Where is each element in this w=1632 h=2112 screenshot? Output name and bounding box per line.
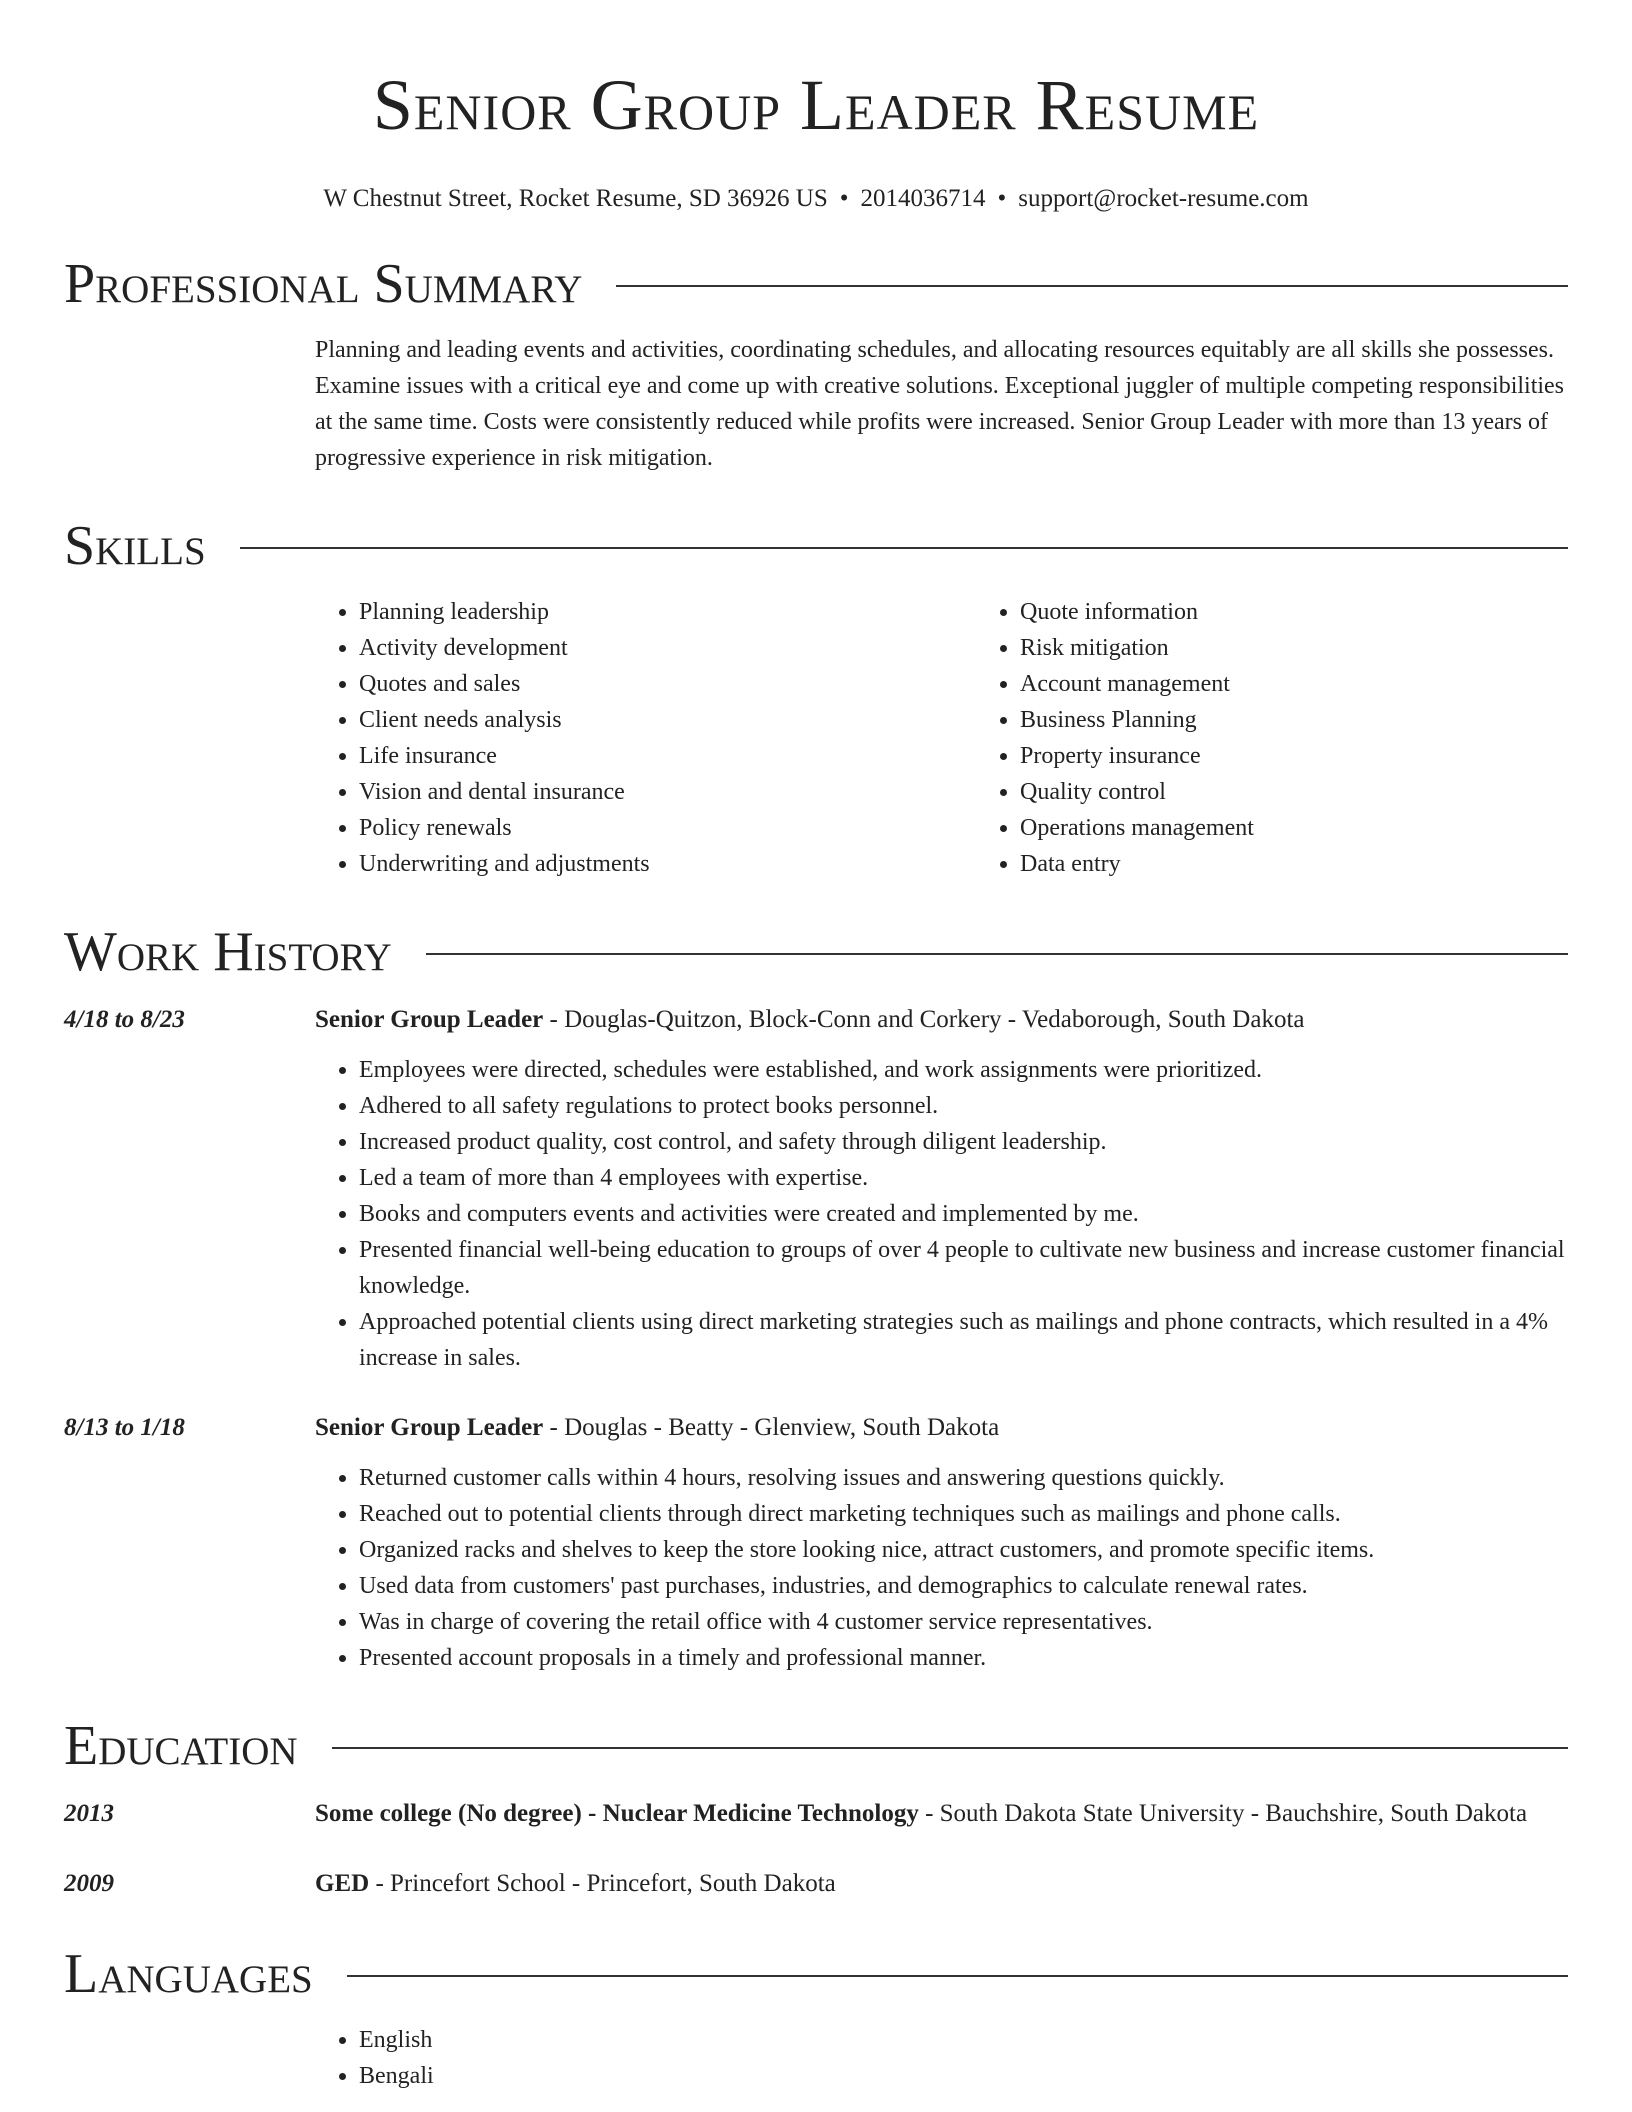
skill-item: • Activity development [359, 630, 976, 666]
skill-item: • Risk mitigation [1020, 630, 1632, 666]
job-bullet: • Returned customer calls within 4 hours, resolving issues and answering questions quickly. [359, 1460, 1568, 1496]
skill-item: • Quote information [1020, 594, 1632, 630]
section-title-summary: Professional Summary [64, 253, 583, 315]
education-year: 2013 [64, 1800, 114, 1827]
section-title-skills: Skills [64, 515, 206, 577]
language-item: • English [359, 2022, 1568, 2058]
job-dates: 4/18 to 8/23 [64, 1006, 185, 1033]
job-bullet: • Employees were directed, schedules were established, and work assignments were prioritized. [359, 1052, 1568, 1088]
contact-email: support@rocket-resume.com [1018, 185, 1309, 212]
job-body [315, 1002, 1568, 1376]
education-entry [64, 1794, 1568, 1834]
job-bullet: • Presented account proposals in a timely and professional manner. [359, 1640, 1568, 1676]
skill-item: • Policy renewals [359, 810, 976, 846]
skill-item: • Quotes and sales [359, 666, 976, 702]
skill-item: • Planning leadership [359, 594, 976, 630]
skill-item: • Quality control [1020, 774, 1632, 810]
education-school: - South Dakota State University - Bauchshire, South Dakota [918, 1800, 1528, 1827]
skills-list-right [976, 594, 1632, 882]
job-bullet: • Led a team of more than 4 employees with expertise. [359, 1160, 1568, 1196]
contact-line [64, 184, 1568, 214]
education-body [315, 1794, 1568, 1834]
job-bullets [315, 1460, 1568, 1676]
skill-item: • Operations management [1020, 810, 1632, 846]
job-bullet: • Books and computers events and activities were created and implemented by me. [359, 1196, 1568, 1232]
contact-phone: 2014036714 [860, 185, 986, 212]
skill-item: • Life insurance [359, 738, 976, 774]
job-bullet: • Increased product quality, cost control, and safety through diligent leadership. [359, 1124, 1568, 1160]
languages-body [315, 2022, 1568, 2094]
job-bullets [315, 1052, 1568, 1376]
contact-separator: • [997, 185, 1007, 212]
section-header-summary [64, 252, 1568, 316]
job-bullet: • Reached out to potential clients through direct marketing techniques such as mailings and phone calls. [359, 1496, 1568, 1532]
languages-spacer [64, 2022, 315, 2094]
job-bullet: • Presented financial well-being education to groups of over 4 people to cultivate new business and increase customer financial knowledge. [359, 1232, 1568, 1304]
skill-item: • Underwriting and adjustments [359, 846, 976, 882]
skill-item: • Account management [1020, 666, 1632, 702]
languages-row [64, 2022, 1568, 2094]
job-entry [64, 1002, 1568, 1376]
section-rule [347, 1975, 1568, 1977]
skill-item: • Vision and dental insurance [359, 774, 976, 810]
skill-item: • Data entry [1020, 846, 1632, 882]
job-heading [315, 1002, 1568, 1038]
education-body [315, 1864, 1568, 1904]
job-bullet: • Approached potential clients using direct marketing strategies such as mailings and phone contracts, which resulted in a 4% increase in sales. [359, 1304, 1568, 1376]
job-bullet: • Used data from customers' past purchases, industries, and demographics to calculate renewal rates. [359, 1568, 1568, 1604]
education-degree: Some college (No degree) - Nuclear Medicine Technology [315, 1800, 919, 1827]
job-company: - Douglas - Beatty - Glenview, South Dakota [543, 1414, 1000, 1441]
resume-page [64, 0, 1568, 2094]
job-company: - Douglas-Quitzon, Block-Conn and Corkery - Vedaborough, South Dakota [543, 1006, 1305, 1033]
job-entry [64, 1410, 1568, 1676]
section-rule [332, 1747, 1568, 1749]
summary-spacer [64, 332, 315, 476]
section-title-education: Education [64, 1715, 298, 1777]
page-title: Senior Group Leader Resume [372, 65, 1260, 145]
section-rule [426, 953, 1568, 955]
skills-list-left [315, 594, 976, 882]
summary-row [64, 332, 1568, 476]
job-dates: 8/13 to 1/18 [64, 1414, 185, 1441]
skill-item: • Property insurance [1020, 738, 1632, 774]
section-title-work: Work History [64, 921, 392, 983]
job-heading [315, 1410, 1568, 1446]
section-title-languages: Languages [64, 1943, 313, 2005]
skills-grid [315, 594, 1632, 882]
job-title: Senior Group Leader [315, 1006, 544, 1033]
job-body [315, 1410, 1568, 1676]
education-school: - Princefort School - Princefort, South Dakota [369, 1870, 836, 1897]
section-header-work [64, 920, 1568, 984]
education-year: 2009 [64, 1870, 114, 1897]
skills-spacer [64, 578, 315, 882]
summary-text: Planning and leading events and activities, coordinating schedules, and allocating resources equitably are all skills she possesses. Examine issues with a critical eye and come up with creative solutions. Exceptional juggler of multiple competing responsibilities at the same time. Costs were consistently reduced while profits were increased. Senior Group Leader with more than 13 years of progressive experience in risk mitigation. [315, 337, 1565, 471]
skill-item: • Business Planning [1020, 702, 1632, 738]
section-rule [616, 285, 1568, 287]
contact-address: W Chestnut Street, Rocket Resume, SD 36926 US [323, 185, 828, 212]
job-bullet: • Was in charge of covering the retail office with 4 customer service representatives. [359, 1604, 1568, 1640]
section-rule [240, 547, 1568, 549]
languages-list [315, 2022, 1568, 2094]
section-header-education [64, 1714, 1568, 1778]
education-degree: GED [315, 1870, 370, 1897]
section-header-skills [64, 514, 1568, 578]
job-bullet: • Adhered to all safety regulations to protect books personnel. [359, 1088, 1568, 1124]
education-entry [64, 1864, 1568, 1904]
section-header-languages [64, 1942, 1568, 2006]
contact-separator: • [839, 185, 849, 212]
skill-item: • Client needs analysis [359, 702, 976, 738]
skills-row [64, 578, 1568, 882]
language-item: • Bengali [359, 2058, 1568, 2094]
job-title: Senior Group Leader [315, 1414, 544, 1441]
job-bullet: • Organized racks and shelves to keep the store looking nice, attract customers, and promote specific items. [359, 1532, 1568, 1568]
